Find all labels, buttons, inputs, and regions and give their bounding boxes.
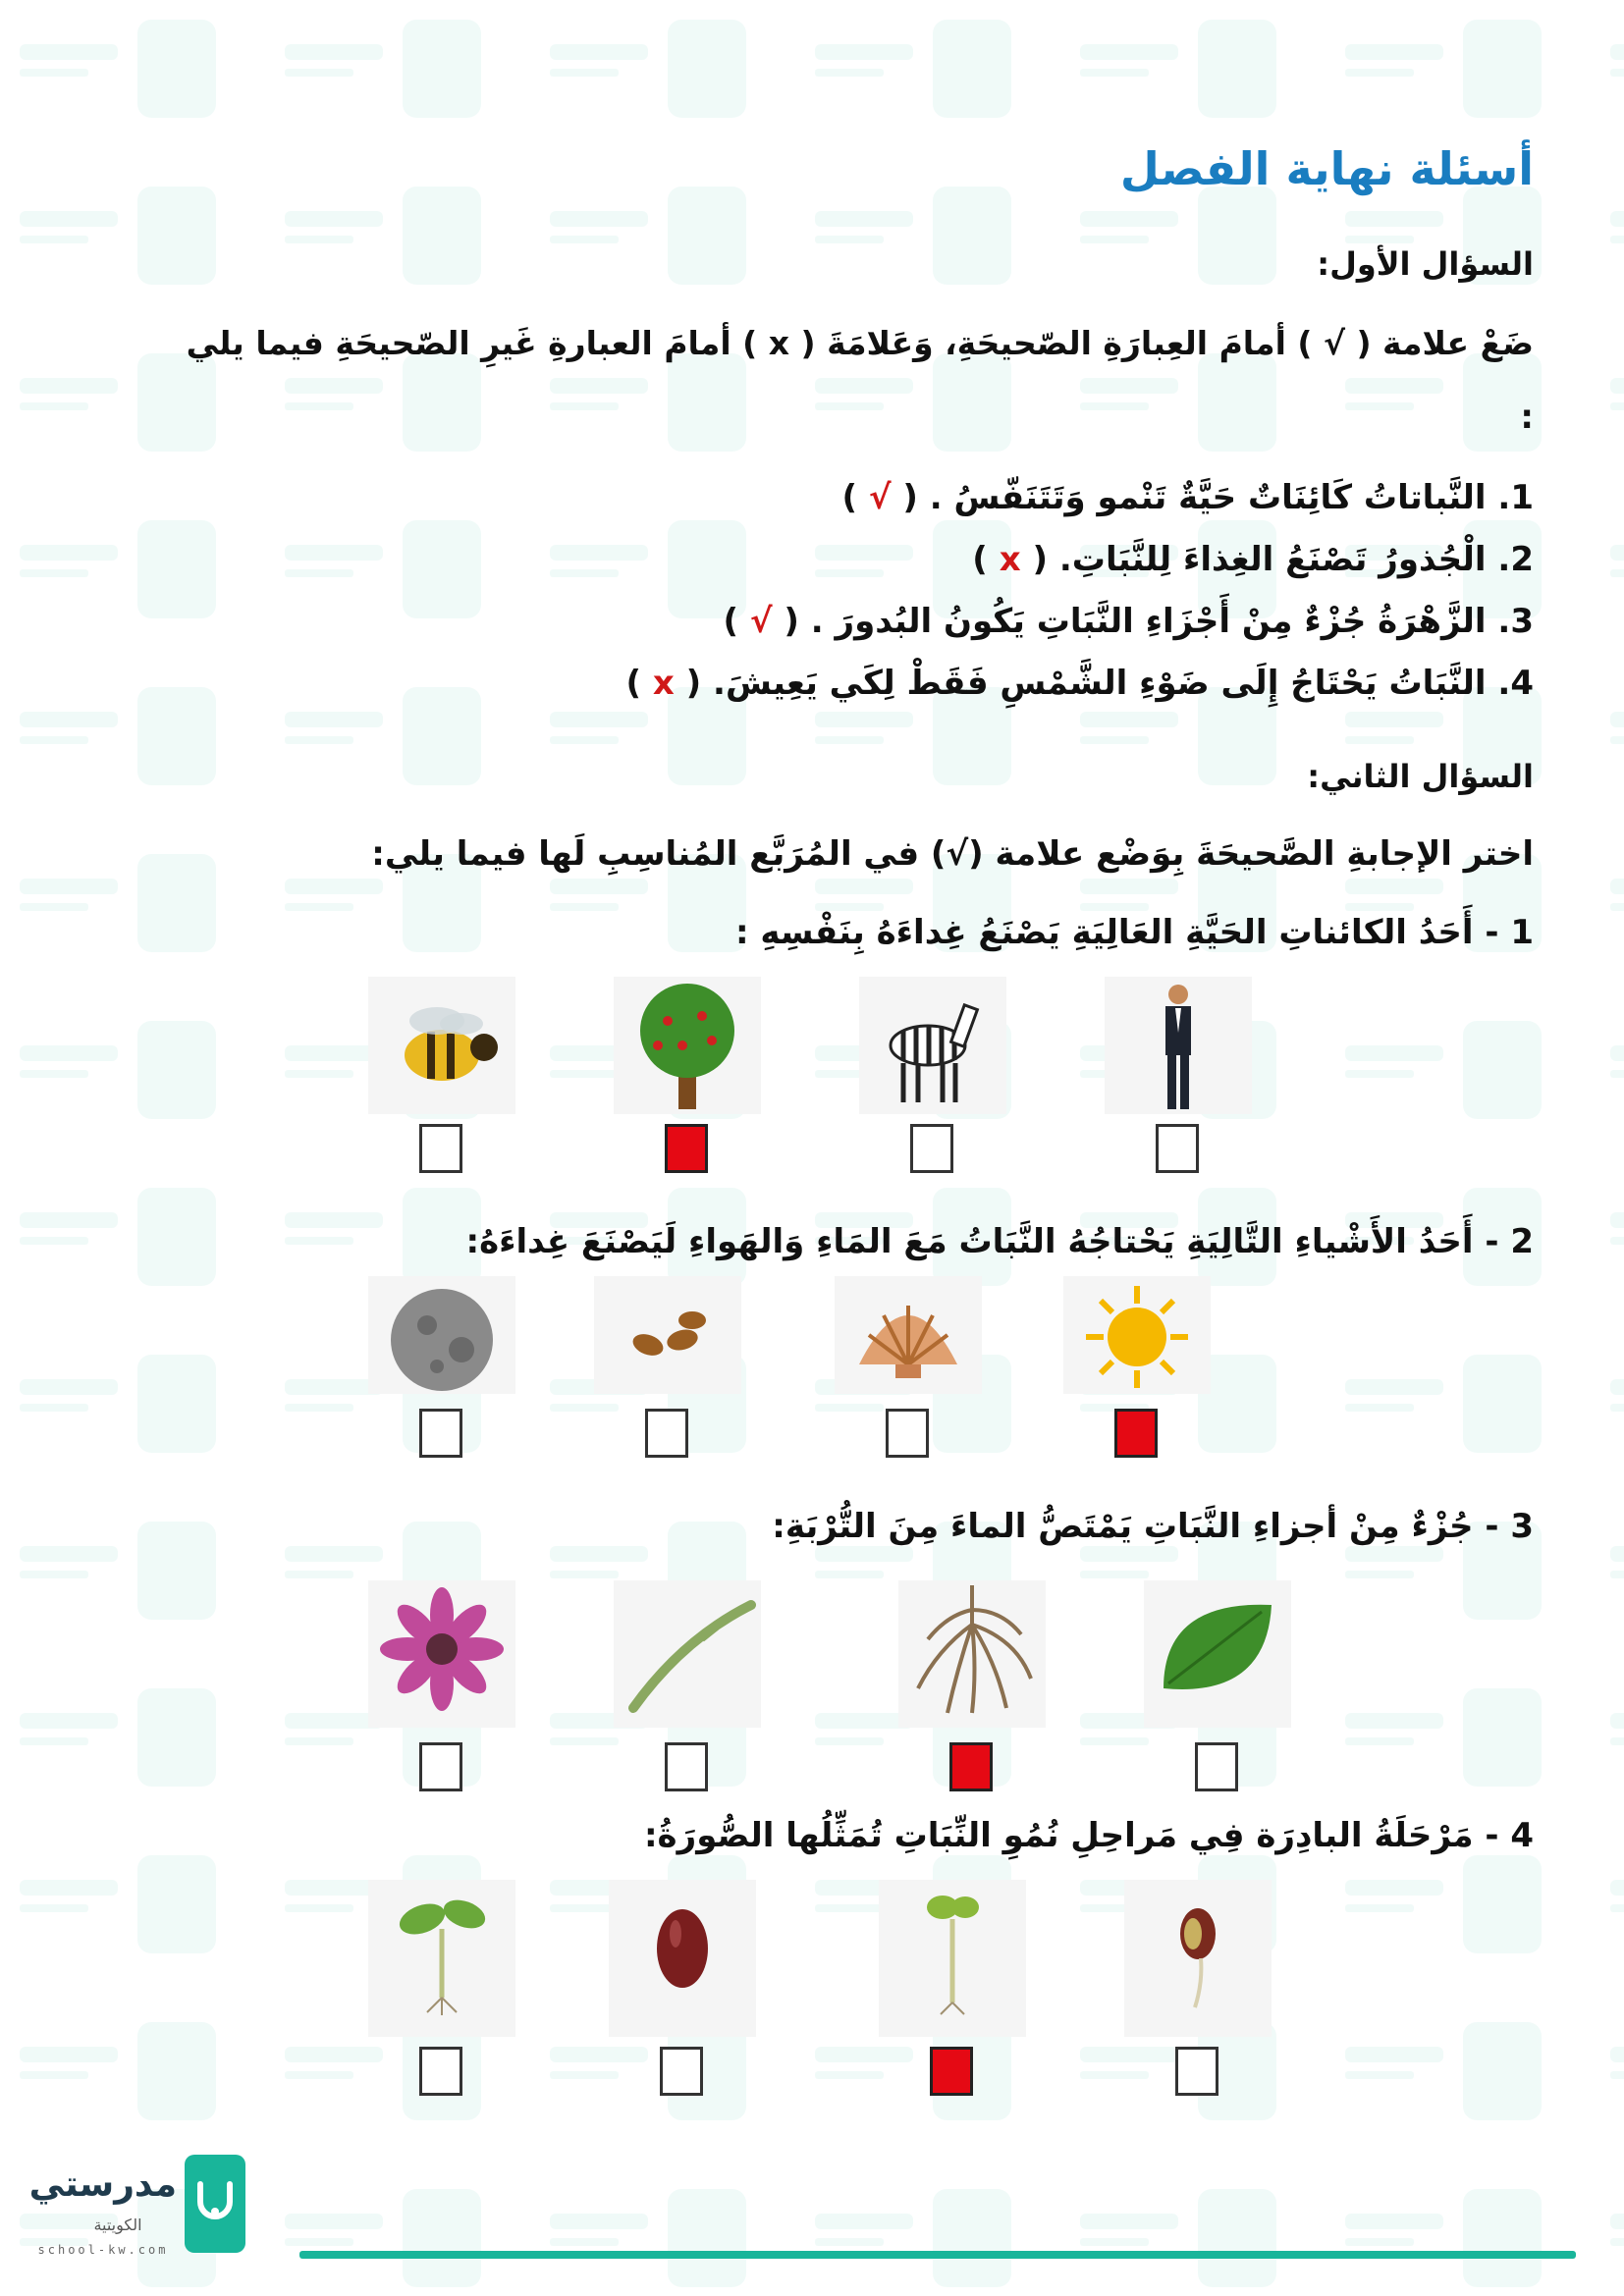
question-1-heading: السؤال الأول:	[1317, 245, 1534, 283]
option-sun[interactable]	[1049, 1276, 1225, 1472]
answer-checkbox[interactable]	[665, 1742, 708, 1791]
option-man[interactable]	[1090, 977, 1267, 1173]
part-1-options	[353, 977, 1345, 1173]
answer-open-paren: (	[685, 664, 702, 703]
answer-close-paren: )	[841, 478, 857, 517]
answer-checkbox[interactable]	[1175, 2047, 1218, 2096]
answer-checkbox-selected[interactable]	[665, 1124, 708, 1173]
answer-checkbox-selected[interactable]	[1114, 1409, 1158, 1458]
part-1-label: 1 - أَحَدُ الكائناتِ الحَيَّةِ العَالِيَةِ يَصْنَعُ غِداءَهُ بِنَفْسِهِ :	[735, 913, 1534, 952]
statement-number: 1.	[1497, 478, 1534, 517]
answer-open-paren: (	[1032, 540, 1049, 579]
zebra-icon	[859, 977, 1006, 1114]
statement-text: الزَّهْرَةُ جُزْءٌ مِنْ أَجْزَاءِ النَّبَاتِ يَكُونُ البُدورَ .	[810, 602, 1487, 641]
answer-open-paren: (	[784, 602, 799, 641]
sprout-icon	[879, 1880, 1026, 2037]
cross-mark: x	[999, 540, 1021, 579]
option-germinating-seed[interactable]	[1110, 1880, 1286, 2076]
logo-subtext: الكويتية	[93, 2216, 142, 2234]
answer-checkbox[interactable]	[419, 1124, 462, 1173]
statement-1	[841, 478, 1534, 517]
bean-icon	[609, 1880, 756, 2037]
logo-text: مدرستي	[28, 2164, 177, 2205]
answer-close-paren: )	[972, 540, 988, 579]
sun-icon	[1063, 1276, 1211, 1394]
option-seeds[interactable]	[579, 1276, 756, 1472]
leaf-icon	[1144, 1580, 1291, 1728]
option-seedling[interactable]	[353, 1880, 530, 2076]
answer-open-paren: (	[902, 478, 918, 517]
seedling-icon	[368, 1880, 515, 2037]
answer-checkbox[interactable]	[419, 2047, 462, 2096]
statement-text: النَّبَاتُ يَحْتَاجُ إِلَى ضَوْءِ الشَّمْسِ فَقَطْ لِكَي يَعِيشَ.	[713, 664, 1487, 703]
answer-checkbox[interactable]	[1156, 1124, 1199, 1173]
option-stem[interactable]	[599, 1580, 776, 1777]
school-logo	[29, 2155, 285, 2282]
statement-number: 2.	[1497, 540, 1534, 579]
part-4-label: 4 - مَرْحَلَةُ البادِرَة فِي مَراحِلِ نُمُوِ النِّبَاتِ تُمَثِّلُها الصُّورَةُ:	[643, 1816, 1534, 1855]
option-zebra[interactable]	[844, 977, 1021, 1173]
answer-close-paren: )	[625, 664, 642, 703]
roots-icon	[898, 1580, 1046, 1728]
question-2-instruction: اختر الإجابةِ الصَّحيحَةَ بِوَضْع علامة (√) في المُرَبَّع المُناسِبِ لَها فيما يلي:	[371, 834, 1534, 874]
footer-divider	[299, 2251, 1576, 2259]
statement-number: 4.	[1497, 664, 1534, 703]
check-mark: √	[749, 602, 773, 641]
answer-checkbox[interactable]	[1195, 1742, 1238, 1791]
question-2-heading: السؤال الثاني:	[1307, 758, 1534, 795]
option-bee[interactable]	[353, 977, 530, 1173]
option-leaf[interactable]	[1129, 1580, 1306, 1777]
statement-text: الْجُذورُ تَصْنَعُ الغِذاءَ لِلنَّبَاتِ.	[1058, 540, 1487, 579]
statement-text: النَّباتاتُ كَائِنَاتٌ حَيَّةٌ تَنْمو وَتَتَنَفّسُ .	[929, 478, 1487, 517]
option-apple-tree[interactable]	[599, 977, 776, 1173]
germinating-seed-icon	[1124, 1880, 1272, 2037]
answer-checkbox[interactable]	[419, 1742, 462, 1791]
part-2-options	[353, 1276, 1345, 1472]
logo-badge-icon	[185, 2155, 245, 2253]
stem-icon	[614, 1580, 761, 1728]
statement-2	[972, 540, 1534, 579]
question-1-instruction: ضَعْ علامة ( √ ) أمامَ العِبارَةِ الصّحيحَةِ، وَعَلامَةَ ( x ) أمامَ العبارةِ غَيرِ الصّحيحَةِ فيما يلي	[186, 324, 1534, 362]
part-3-options	[353, 1580, 1345, 1777]
answer-checkbox-selected[interactable]	[930, 2047, 973, 2096]
answer-close-paren: )	[723, 602, 738, 641]
option-sprout[interactable]	[864, 1880, 1041, 2076]
option-seashell[interactable]	[820, 1276, 997, 1472]
part-4-options	[353, 1880, 1345, 2076]
answer-checkbox[interactable]	[660, 2047, 703, 2096]
part-3-label: 3 - جُزْءٌ مِنْ أجزاءِ النَّبَاتِ يَمْتَصُّ الماءَ مِنَ التُّرْبَةِ:	[772, 1507, 1534, 1546]
answer-checkbox[interactable]	[886, 1409, 929, 1458]
statement-4	[625, 664, 1534, 703]
logo-url: school-kw.com	[37, 2243, 169, 2257]
answer-checkbox[interactable]	[645, 1409, 688, 1458]
seeds-icon	[594, 1276, 741, 1394]
option-moon[interactable]	[353, 1276, 530, 1472]
apple-tree-icon	[614, 977, 761, 1114]
answer-checkbox-selected[interactable]	[949, 1742, 993, 1791]
option-flower[interactable]	[353, 1580, 530, 1777]
man-icon	[1105, 977, 1252, 1114]
statement-number: 3.	[1497, 602, 1534, 641]
part-2-label: 2 - أَحَدُ الأَشْياءِ التَّالِيَةِ يَحْتاجُهُ النَّبَاتُ مَعَ المَاءِ وَالهَواءِ لَيَصْنَعَ غِداءَهُ:	[465, 1222, 1534, 1261]
bee-icon	[368, 977, 515, 1114]
answer-checkbox[interactable]	[910, 1124, 953, 1173]
seashell-icon	[835, 1276, 982, 1394]
page-title: أسئلة نهاية الفصل	[1119, 142, 1534, 195]
answer-checkbox[interactable]	[419, 1409, 462, 1458]
flower-icon	[368, 1580, 515, 1728]
statement-3	[723, 602, 1534, 641]
option-roots[interactable]	[884, 1580, 1060, 1777]
check-mark: √	[868, 478, 892, 517]
question-1-instruction-colon: :	[1520, 398, 1534, 437]
option-bean[interactable]	[594, 1880, 771, 2076]
cross-mark: x	[652, 664, 675, 703]
moon-icon	[368, 1276, 515, 1394]
